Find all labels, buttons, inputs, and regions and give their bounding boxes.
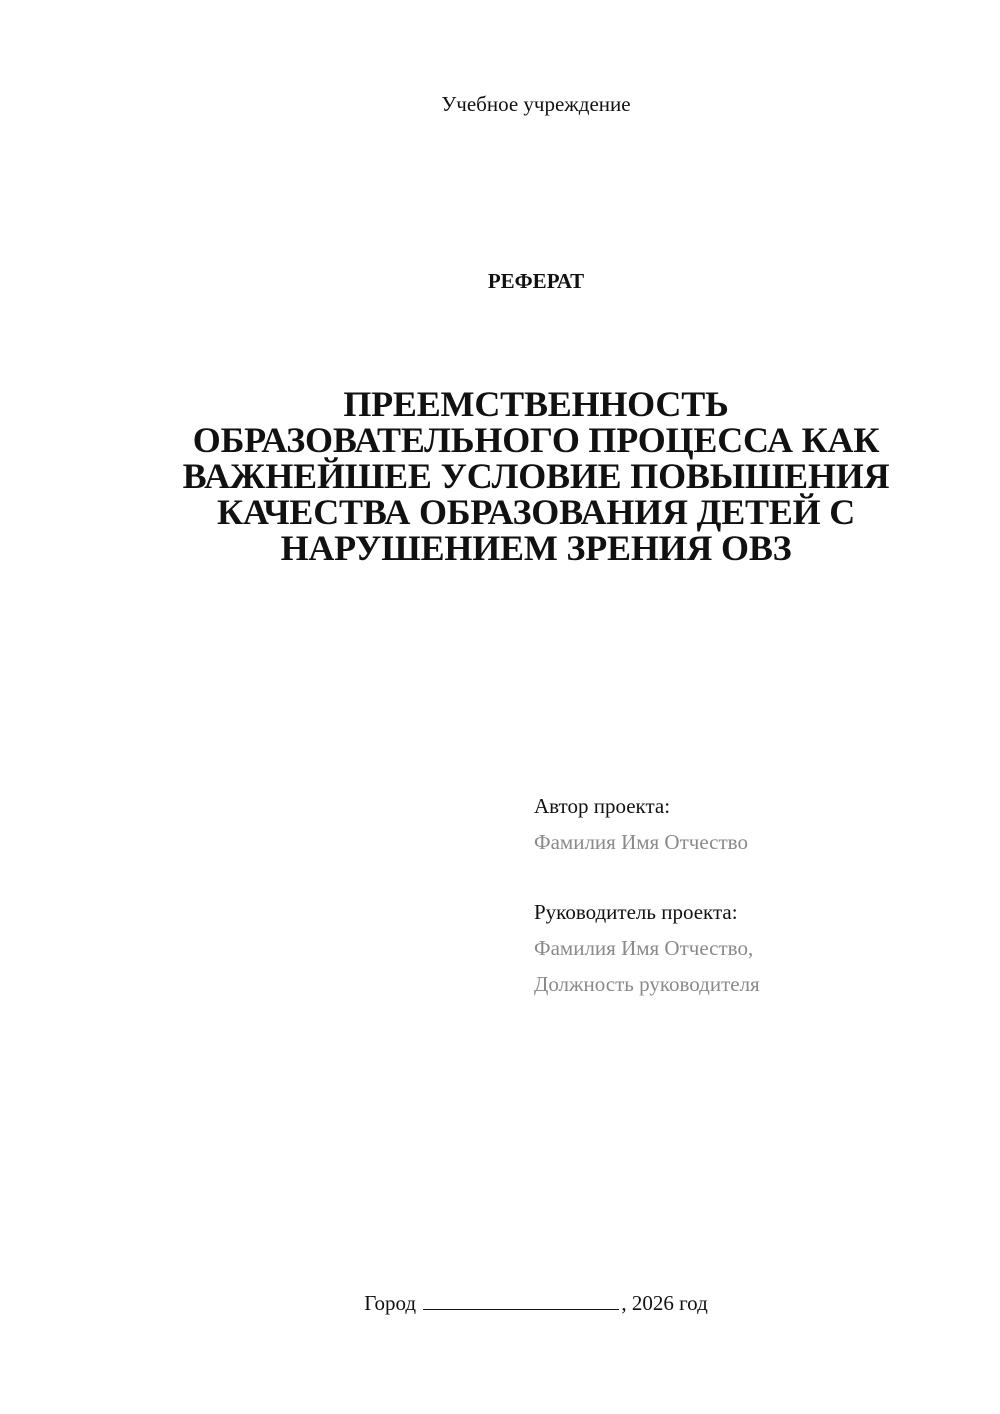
institution-name: Учебное учреждение: [441, 92, 631, 116]
title-line-2: ОБРАЗОВАТЕЛЬНОГО ПРОЦЕССА КАК: [192, 420, 880, 460]
author-name-placeholder: Фамилия Имя Отчество: [534, 830, 748, 854]
city-blank-line: [423, 1291, 619, 1310]
title-line-5: НАРУШЕНИЕМ ЗРЕНИЯ ОВЗ: [280, 528, 792, 568]
document-type: РЕФЕРАТ: [487, 269, 585, 293]
title-line-4: КАЧЕСТВА ОБРАЗОВАНИЯ ДЕТЕЙ С: [216, 492, 856, 532]
year-text: , 2026 год: [621, 1291, 708, 1315]
city-label: Город: [364, 1291, 417, 1315]
document-title: [150, 386, 922, 566]
supervisor-position-placeholder: Должность руководителя: [534, 972, 760, 996]
supervisor-label: Руководитель проекта:: [534, 900, 738, 924]
spacer: [534, 860, 974, 894]
author-label: Автор проекта:: [534, 794, 671, 818]
footer-city-year: [0, 1291, 1000, 1316]
supervisor-name-placeholder: Фамилия Имя Отчество,: [534, 936, 754, 960]
authors-block: [534, 788, 974, 1002]
title-line-3: ВАЖНЕЙШЕЕ УСЛОВИЕ ПОВЫШЕНИЯ: [182, 456, 890, 496]
title-line-1: ПРЕЕМСТВЕННОСТЬ: [343, 384, 729, 424]
